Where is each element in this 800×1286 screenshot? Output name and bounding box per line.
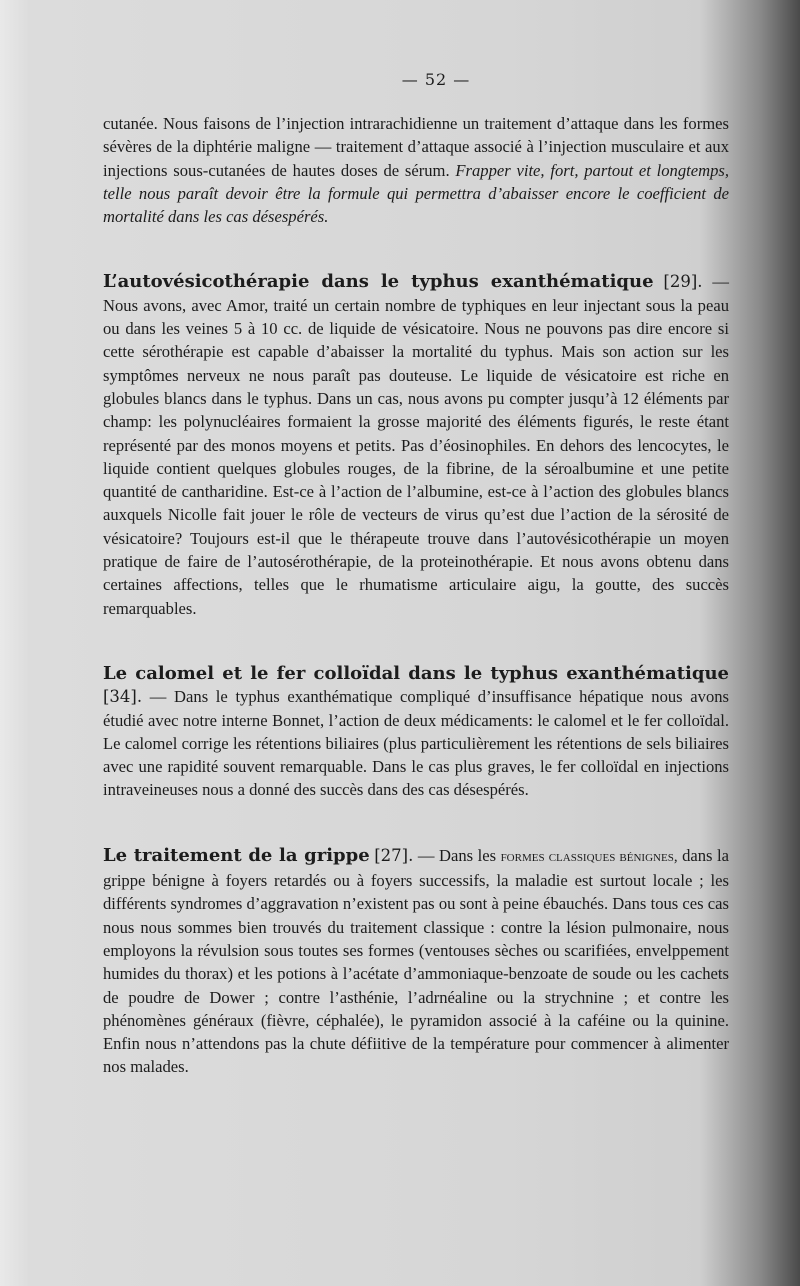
- intro-paragraph: [103, 112, 729, 228]
- section-body: dans la grippe bénigne à foyers retardés ou à foyers successifs, la maladie est surtout locale ; les différents syndromes d’aggravation n’existent pas ou sont à peine ébauchés. Dans tous ces cas nous nous sommes bien trouvés du traitement classique : contre la lésion pulmonaire, nous employons la révulsion sous toutes ses formes (ventouses sèches ou scarifiées, envelppement humides du thorax) et les potions à l’acétate d’ammoniaque-benzoate de soude ou les cachets de poudre de Dower ; contre l’asthénie, l’adrnéaline ou la strychnine ; et contre les phénomènes généraux (fièvre, céphalée), le pyramidon associé à la caféine ou la quinine. Enfin nous n’attendons pas la chute défiitive de la température pour commencer à alimenter nos malades.: [103, 845, 730, 1077]
- section-body-lead: — Dans les: [417, 845, 501, 865]
- section-body: — Nous avons, avec Amor, traité un certain nombre de typhiques en leur injectant sous la peau ou dans les veines 5 à 10 cc. de liquide de vésicatoire. Nous ne pouvons pas dire encore si cette sérothérapie est capable d’abaisser la mortalité du typhus. Mais son action sur les symptômes nerveux ne nous paraît pas douteuse. Le liquide de vésicatoire est riche en globules blancs dans le typhus. Dans un cas, nous avons pu compter jusqu’à 12 éléments par champ: les polynucléaires formaient la grosse majorité des éléments figurés, le reste étant représenté par des monos moyens et petits. Pas d’éosinophiles. En dehors des lencocytes, le liquide contient quelques globules rouges, de la fibrine, de la séroalbumine et une petite quantité de cantharidine. Est-ce à l’action de l’albumine, est-ce à l’action des globules blancs auxquels Nicolle fait jouer le rôle de vecteurs de virus qu’est due l’action de la sérosité de vésicatoire? Toujours est-il que le thérapeute trouve dans l’autovésicothérapie un moyen pratique de faire de l’autosérothérapie, de la proteinothérapie. Et nous avons obtenu dans certaines affections, telles que le rhumatisme articulaire aigu, la goutte, des succès remarquables.: [103, 272, 730, 618]
- section-title: L’autovésicothérapie dans le typhus exanthématique: [103, 271, 654, 293]
- section-reference: [27].: [374, 845, 414, 865]
- section-paragraph: [103, 662, 729, 802]
- page-number: — 52 —: [401, 70, 471, 89]
- section-reference: [34].: [103, 687, 143, 707]
- section-title: Le traitement de la grippe: [103, 844, 370, 866]
- section-paragraph: [103, 270, 729, 619]
- intro-text: cutanée. Nous faisons de l’injection intrarachidienne un traitement d’attaque dans les formes sévères de la diphtérie maligne — traitement d’attaque associé à l’injection musculaire et aux injections sous-cutanées de hautes doses de sérum.: [103, 114, 729, 180]
- page-content: [103, 70, 729, 1121]
- section-reference: [29].: [663, 272, 703, 292]
- section-body: — Dans le typhus exanthématique compliqué d’insuffisance hépatique nous avons étudié avec notre interne Bonnet, l’action de deux médicaments: le calomel et le fer colloïdal. Le calomel corrige les rétentions biliaires (plus particulièrement les rétentions de sels biliaires avec une rapidité souvent remarquable. Dans le cas plus graves, le fer colloïdal en injections intraveineuses nous a donné des succès dans des cas désespérés.: [103, 687, 729, 800]
- section-calomel-fer: [103, 662, 729, 802]
- section-title: Le calomel et le fer colloïdal dans le typhus exanthématique: [103, 662, 729, 684]
- intro-italic-text: Frapper vite, fort, partout et longtemps, telle nous paraît devoir être la formule qui permettra d’abaisser encore le coefficient de mortalité dans les cas désespérés.: [103, 160, 729, 227]
- section-grippe: [103, 844, 729, 1079]
- section-body-smallcaps: formes classiques bénignes,: [500, 848, 678, 865]
- section-paragraph: [103, 844, 729, 1079]
- section-autovesicotherapie: [103, 270, 729, 619]
